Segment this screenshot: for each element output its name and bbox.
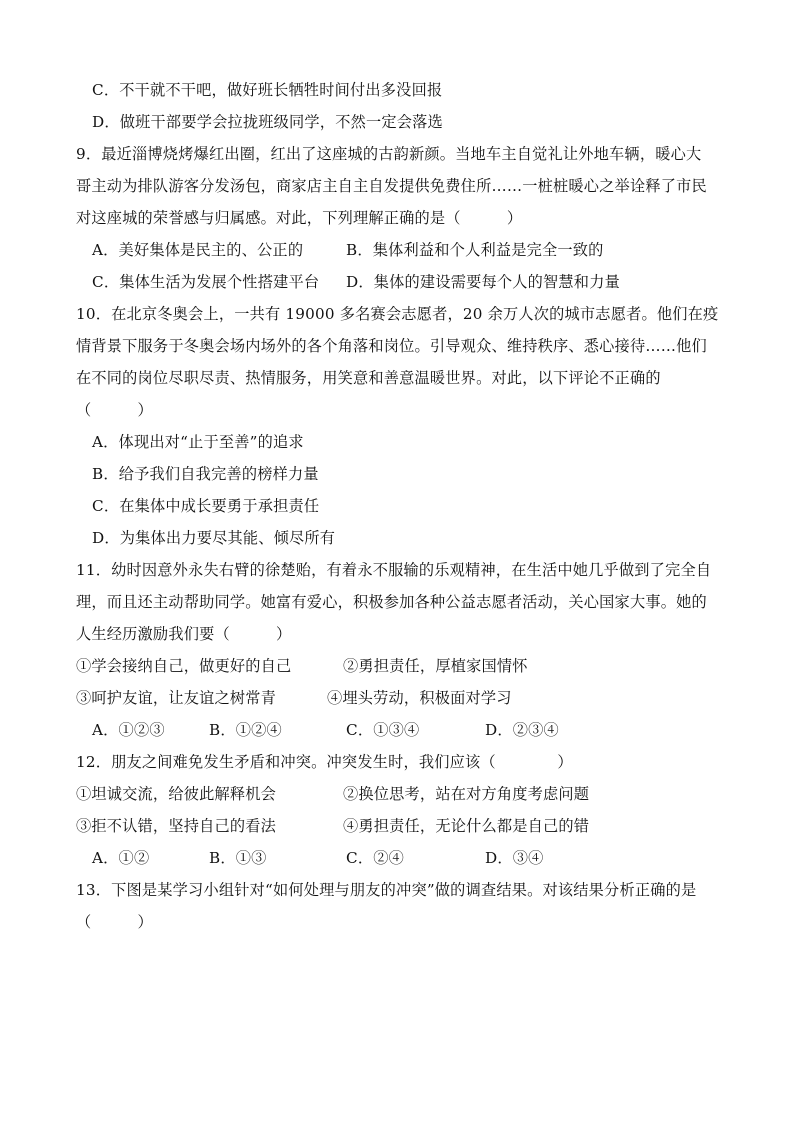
q9-stem-line-1: 9．最近淄博烧烤爆红出圈，红出了这座城的古韵新颜。当地车主自觉礼让外地车辆，暖心大 [76,145,702,163]
q11-item-3: ③呵护友谊，让友谊之树常青 [76,689,277,707]
q13-stem-line-1: 13．下图是某学习小组针对“如何处理与朋友的冲突”做的调查结果。对该结果分析正确的是 [76,881,697,899]
q11-option-c: C．①③④ [346,721,420,739]
q11-stem-line-3: 人生经历激励我们要（ ） [76,625,292,643]
q11-option-b: B．①②④ [209,721,282,739]
q12-option-d: D．③④ [485,849,544,867]
q8-option-c: C．不干就不干吧，做好班长牺牲时间付出多没回报 [92,81,443,99]
q10-stem-line-2: 情背景下服务于冬奥会场内场外的各个角落和岗位。引导观众、维持秩序、悉心接待……他们 [76,337,707,355]
q10-stem-line-1: 10．在北京冬奥会上，一共有 19000 多名赛会志愿者，20 余万人次的城市志愿者。他们在疫 [76,305,719,323]
q9-option-c: C．集体生活为发展个性搭建平台 [92,273,320,291]
q13-answer-blank: （ ） [76,913,153,931]
q10-stem-line-3: 在不同的岗位尽职尽责、热情服务，用笑意和善意温暖世界。对此，以下评论不正确的 [76,369,661,387]
q12-item-4: ④勇担责任，无论什么都是自己的错 [343,817,590,835]
q9-stem-line-3: 对这座城的荣誉感与归属感。对此，下列理解正确的是（ ） [76,209,523,227]
q9-option-b: B．集体利益和个人利益是完全一致的 [346,241,604,259]
q11-item-2: ②勇担责任，厚植家国情怀 [343,657,528,675]
q11-option-d: D．②③④ [485,721,559,739]
q11-option-a: A．①②③ [92,721,165,739]
q10-answer-blank: （ ） [76,401,153,419]
q12-item-1: ①坦诚交流，给彼此解释机会 [76,785,277,803]
q12-item-2: ②换位思考，站在对方角度考虑问题 [343,785,590,803]
q11-item-4: ④埋头劳动，积极面对学习 [327,689,512,707]
q11-item-1: ①学会接纳自己，做更好的自己 [76,657,292,675]
q11-stem-line-1: 11．幼时因意外永失右臂的徐楚贻，有着永不服输的乐观精神，在生活中她几乎做到了完全自 [76,561,712,579]
q12-option-b: B．①③ [209,849,267,867]
q12-option-c: C．②④ [346,849,404,867]
q10-option-c: C．在集体中成长要勇于承担责任 [92,497,320,515]
q9-option-d: D．集体的建设需要每个人的智慧和力量 [346,273,620,291]
q10-option-b: B．给予我们自我完善的榜样力量 [92,465,319,483]
q12-item-3: ③拒不认错，坚持自己的看法 [76,817,277,835]
q9-stem-line-2: 哥主动为排队游客分发汤包，商家店主自主自发提供免费住所……一桩桩暖心之举诠释了市民 [76,177,707,195]
q10-option-a: A．体现出对“止于至善”的追求 [92,433,304,451]
q12-stem: 12．朋友之间难免发生矛盾和冲突。冲突发生时，我们应该（ ） [76,753,573,771]
q10-option-d: D．为集体出力要尽其能、倾尽所有 [92,529,336,547]
q12-option-a: A．①② [92,849,150,867]
q9-option-a: A．美好集体是民主的、公正的 [92,241,304,259]
q8-option-d: D．做班干部要学会拉拢班级同学，不然一定会落选 [92,113,443,131]
q11-stem-line-2: 理，而且还主动帮助同学。她富有爱心，积极参加各种公益志愿者活动，关心国家大事。她的 [76,593,707,611]
